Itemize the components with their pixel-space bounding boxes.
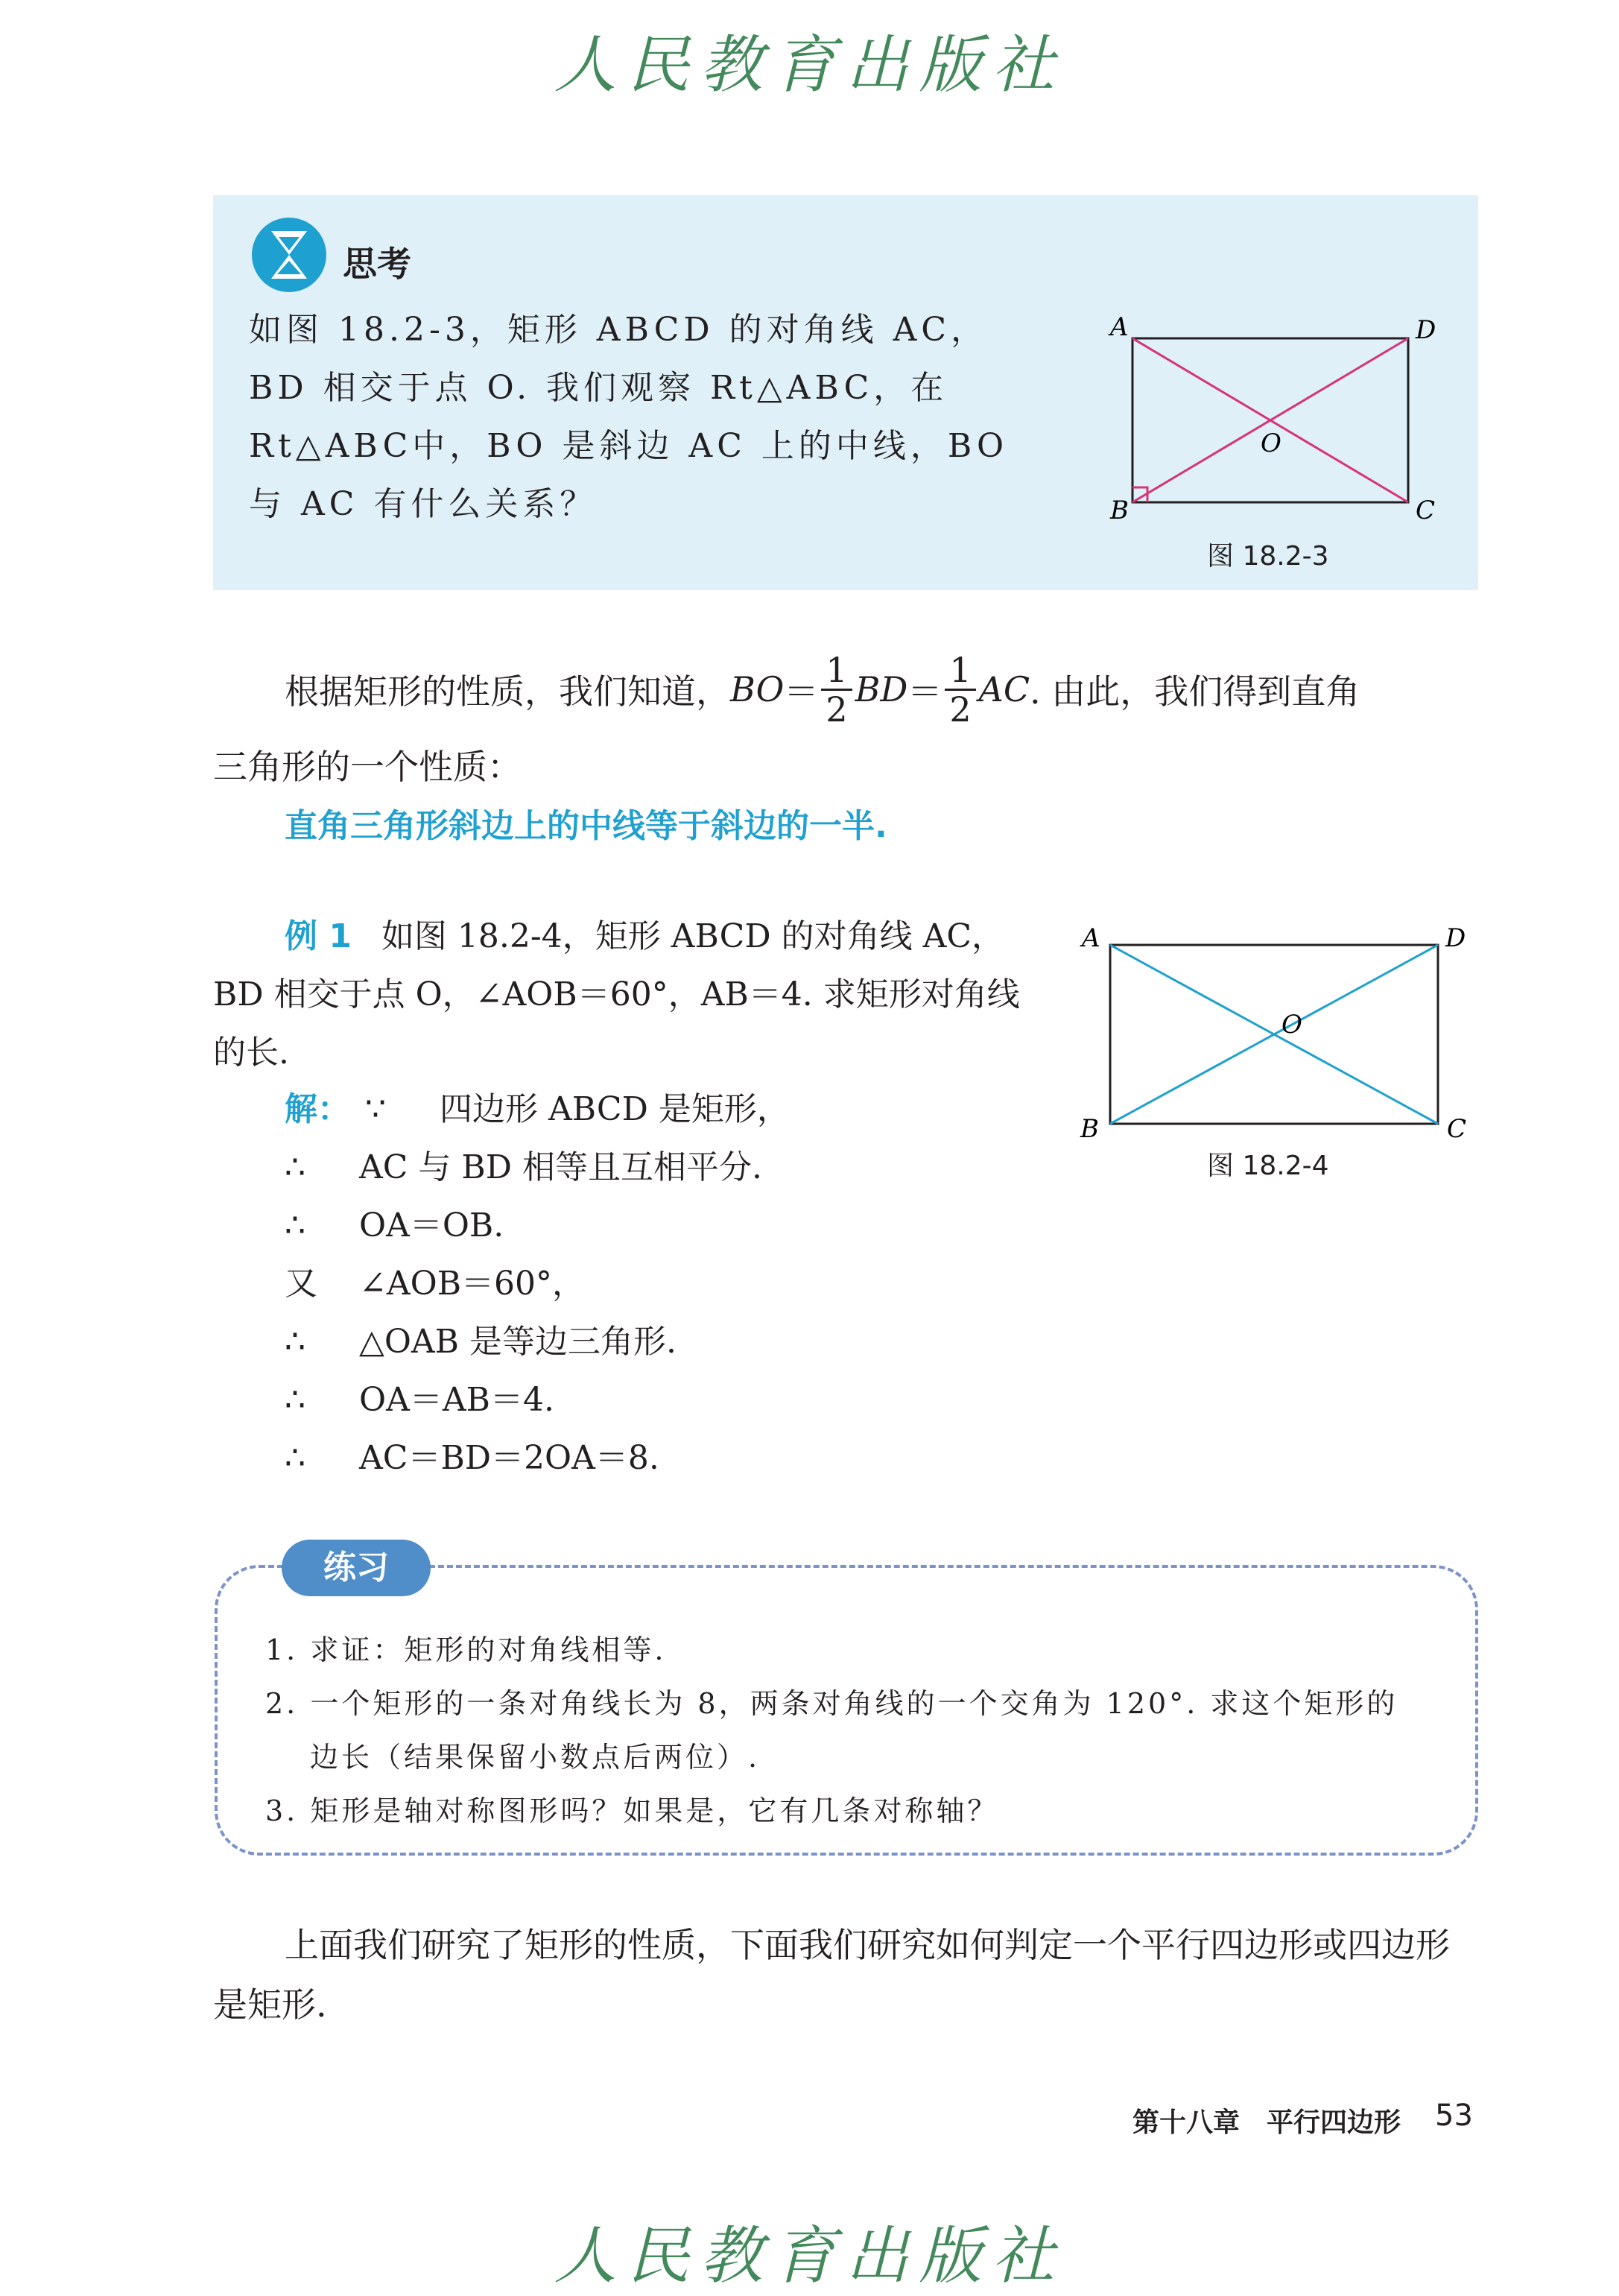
solution-line	[285, 1081, 790, 1139]
property-intro-line	[285, 648, 1360, 730]
fraction-numerator: 1	[945, 651, 975, 691]
label-c: C	[1447, 1114, 1467, 1144]
example-1	[213, 908, 1040, 1082]
figure-18-2-4	[1065, 924, 1468, 1148]
equals: ＝	[907, 671, 942, 712]
property-statement: 直角三角形斜边上的中线等于斜边的一半.	[285, 807, 887, 845]
fraction-half-1	[821, 651, 852, 728]
solution-line	[285, 1197, 790, 1255]
solution-symbol: ∴	[285, 1381, 305, 1419]
solution-text: 四边形 ABCD 是矩形，	[440, 1090, 790, 1128]
example-text: 如图 18.2-4，矩形 ABCD 的对角线 AC，BD 相交于点 O，∠AOB＝60°，AB＝4. 求矩形对角线的长.	[213, 917, 1020, 1072]
solution-symbol: ∴	[285, 1323, 305, 1361]
fraction-denominator: 2	[826, 689, 848, 730]
solution-line	[285, 1313, 790, 1371]
solution-label: 解：	[285, 1090, 350, 1128]
label-a: A	[1082, 924, 1100, 953]
solution-symbol: ∴	[285, 1206, 305, 1245]
label-c: C	[1416, 496, 1436, 525]
solution-text: △OAB 是等边三角形.	[359, 1323, 677, 1361]
solution-line	[285, 1429, 790, 1487]
think-label: 思考	[343, 244, 411, 284]
text-segment: . 由此，我们得到直角	[1030, 671, 1360, 712]
practice-item: 2. 一个矩形的一条对角线长为 8，两条对角线的一个交角为 120°. 求这个矩形的	[265, 1687, 1398, 1720]
practice-list	[265, 1623, 1450, 1838]
solution-symbol: ∵	[365, 1090, 386, 1128]
practice-tag: 练习	[282, 1540, 431, 1596]
solution-line	[285, 1255, 790, 1313]
chapter-title: 第十八章 平行四边形	[1132, 2107, 1401, 2138]
label-b: B	[1110, 496, 1129, 525]
fraction-numerator: 1	[821, 651, 852, 691]
segment-bd: BD	[855, 669, 908, 709]
label-b: B	[1080, 1114, 1099, 1144]
figure-caption-18-2-4: 图 18.2-4	[1207, 1151, 1329, 1181]
thinking-hourglass-icon	[250, 216, 328, 294]
solution-line	[285, 1139, 790, 1197]
solution-text: ∠AOB＝60°，	[359, 1265, 586, 1303]
label-o: O	[1281, 1010, 1302, 1040]
practice-item: 1. 求证：矩形的对角线相等.	[265, 1634, 667, 1666]
solution-symbol: ∴	[285, 1439, 305, 1477]
solution	[285, 1081, 790, 1487]
solution-text: AC＝BD＝2OA＝8.	[359, 1439, 659, 1477]
figure-18-2-3	[1088, 313, 1445, 537]
publisher-watermark-top: 人民教育出版社	[554, 28, 1065, 101]
segment-ac: AC	[978, 669, 1030, 709]
practice-item: 3. 矩形是轴对称图形吗？如果是，它有几条对称轴？	[265, 1794, 999, 1827]
fraction-half-2	[945, 651, 975, 728]
label-a: A	[1110, 313, 1129, 342]
property-intro-line-2: 三角形的一个性质：	[213, 747, 522, 787]
segment-bo: BO	[730, 669, 785, 709]
text-segment: 根据矩形的性质，我们知道，	[285, 671, 730, 712]
label-d: D	[1445, 924, 1466, 953]
label-o: O	[1261, 428, 1281, 458]
publisher-watermark-bottom: 人民教育出版社	[554, 2219, 1065, 2292]
fraction-denominator: 2	[949, 689, 972, 730]
label-d: D	[1416, 315, 1436, 345]
solution-symbol: 又	[285, 1265, 317, 1303]
page-number: 53	[1435, 2099, 1473, 2133]
practice-item-continuation: 边长（结果保留小数点后两位）.	[310, 1741, 761, 1774]
example-label: 例 1	[285, 917, 352, 955]
solution-text: AC 与 BD 相等且互相平分.	[359, 1148, 762, 1186]
think-question: 如图 18.2-3，矩形 ABCD 的对角线 AC，BD 相交于点 O. 我们观察 Rt△ABC，在 Rt△ABC中，BO 是斜边 AC 上的中线，BO 与 AC 有什么关系？	[249, 311, 1009, 523]
equals: ＝	[784, 671, 819, 712]
solution-text: OA＝OB.	[359, 1206, 504, 1245]
closing-paragraph: 上面我们研究了矩形的性质，下面我们研究如何判定一个平行四边形或四边形是矩形.	[213, 1925, 1450, 2025]
figure-caption-18-2-3: 图 18.2-3	[1207, 541, 1329, 572]
solution-symbol: ∴	[285, 1148, 305, 1186]
solution-line	[285, 1371, 790, 1429]
solution-text: OA＝AB＝4.	[359, 1381, 554, 1419]
